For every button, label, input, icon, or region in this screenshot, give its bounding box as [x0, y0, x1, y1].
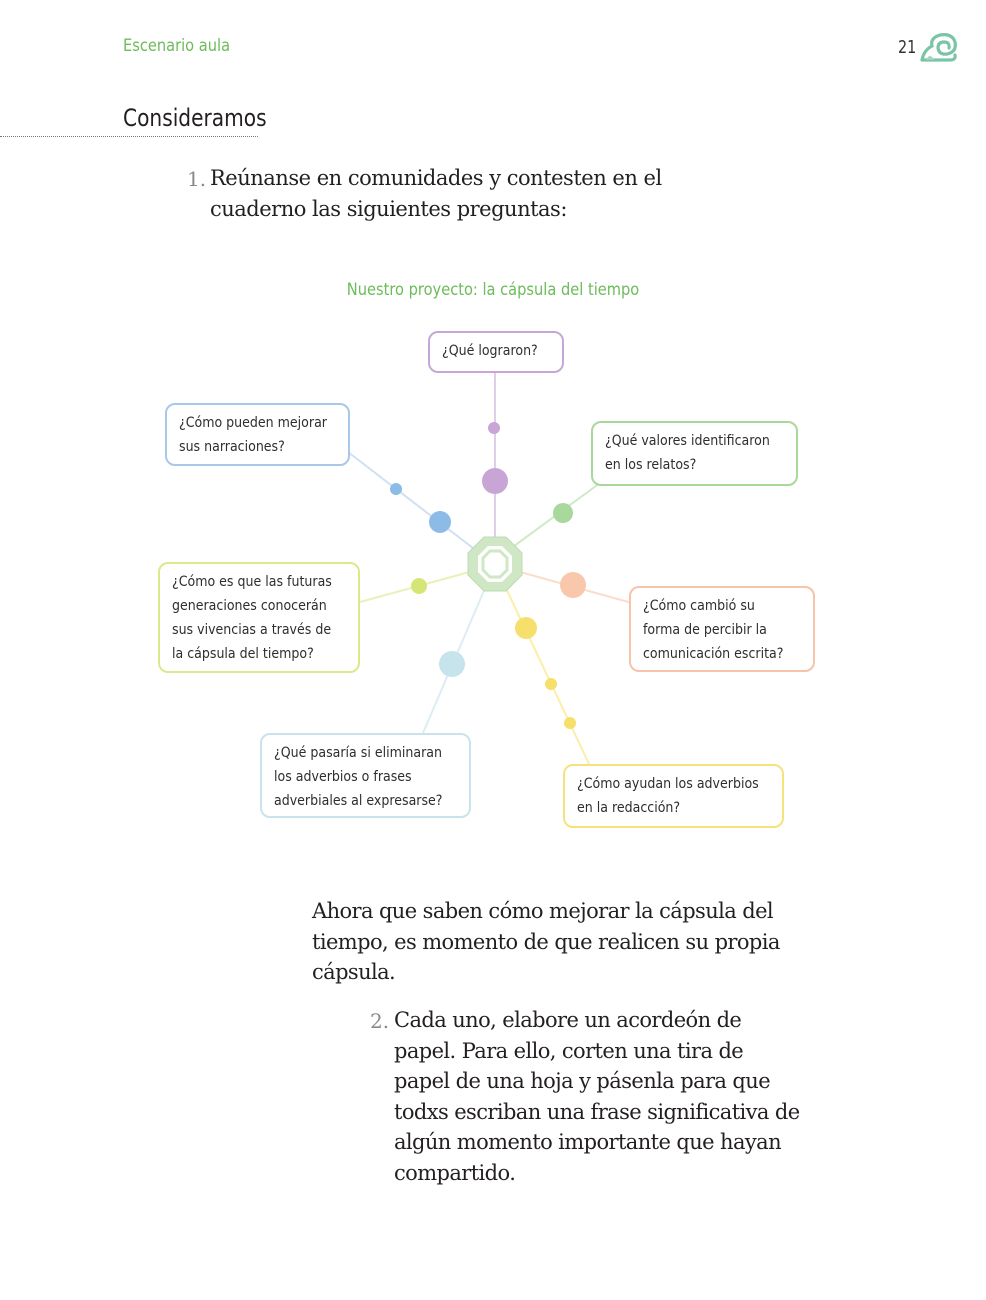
activity-1-line-2: cuaderno las siguientes preguntas:	[210, 197, 567, 221]
dot-peach	[560, 572, 586, 598]
dot-blue-large	[429, 511, 451, 533]
activity-2-number: 2.	[370, 1009, 390, 1033]
question-text: ¿Cómo pueden mejorar sus narraciones?	[179, 415, 327, 455]
activity-2-text: Cada uno, elabore un acordeón de papel. Para ello, corten una tira de papel de una hoja y pásenla para que todxs escriban una frase significativa de algún momento importante que hayan compartido.	[394, 1008, 800, 1185]
dot-green	[553, 503, 573, 523]
dot-purple-small	[488, 422, 500, 434]
activity-1-line-1: Reúnanse en comunidades y contesten en el	[210, 166, 662, 190]
dot-purple-large	[482, 468, 508, 494]
dot-blue-small	[390, 483, 402, 495]
question-box-adverbs-help	[563, 764, 784, 828]
activity-1-number: 1.	[187, 167, 207, 191]
question-text: ¿Cómo es que las futuras generaciones conocerán sus vivencias a través de la cápsula del tiempo?	[172, 574, 332, 662]
question-box-future-generations	[158, 562, 360, 673]
dot-lightblue	[439, 651, 465, 677]
question-box-remove-adverbs	[260, 733, 471, 818]
diagram-title-text: Nuestro proyecto: la cápsula del tiempo	[346, 280, 640, 300]
dot-yellow-large	[515, 617, 537, 639]
question-text: ¿Cómo cambió su forma de percibir la comunicación escrita?	[643, 598, 784, 662]
question-text: ¿Qué lograron?	[442, 343, 538, 359]
question-box-perception	[629, 586, 815, 672]
question-box-improve-narratives	[165, 403, 350, 466]
dot-yellow-mid	[545, 678, 557, 690]
dot-yellow-small	[564, 717, 576, 729]
question-box-what-achieved	[428, 331, 564, 373]
octagon-hub-icon	[468, 537, 522, 591]
section-label: Escenario aula	[123, 36, 231, 56]
question-box-values	[591, 421, 798, 486]
question-text: ¿Qué pasaría si eliminaran los adverbios o frases adverbiales al expresarse?	[274, 745, 443, 809]
intro-paragraph: Ahora que saben cómo mejorar la cápsula del tiempo, es momento de que realicen su propia cápsula.	[312, 899, 780, 984]
dot-lime	[411, 578, 427, 594]
question-text: ¿Cómo ayudan los adverbios en la redacción?	[577, 776, 759, 816]
question-text: ¿Qué valores identificaron en los relatos?	[605, 433, 770, 473]
page-number: 21	[898, 37, 917, 58]
section-title: Consideramos	[123, 104, 267, 132]
